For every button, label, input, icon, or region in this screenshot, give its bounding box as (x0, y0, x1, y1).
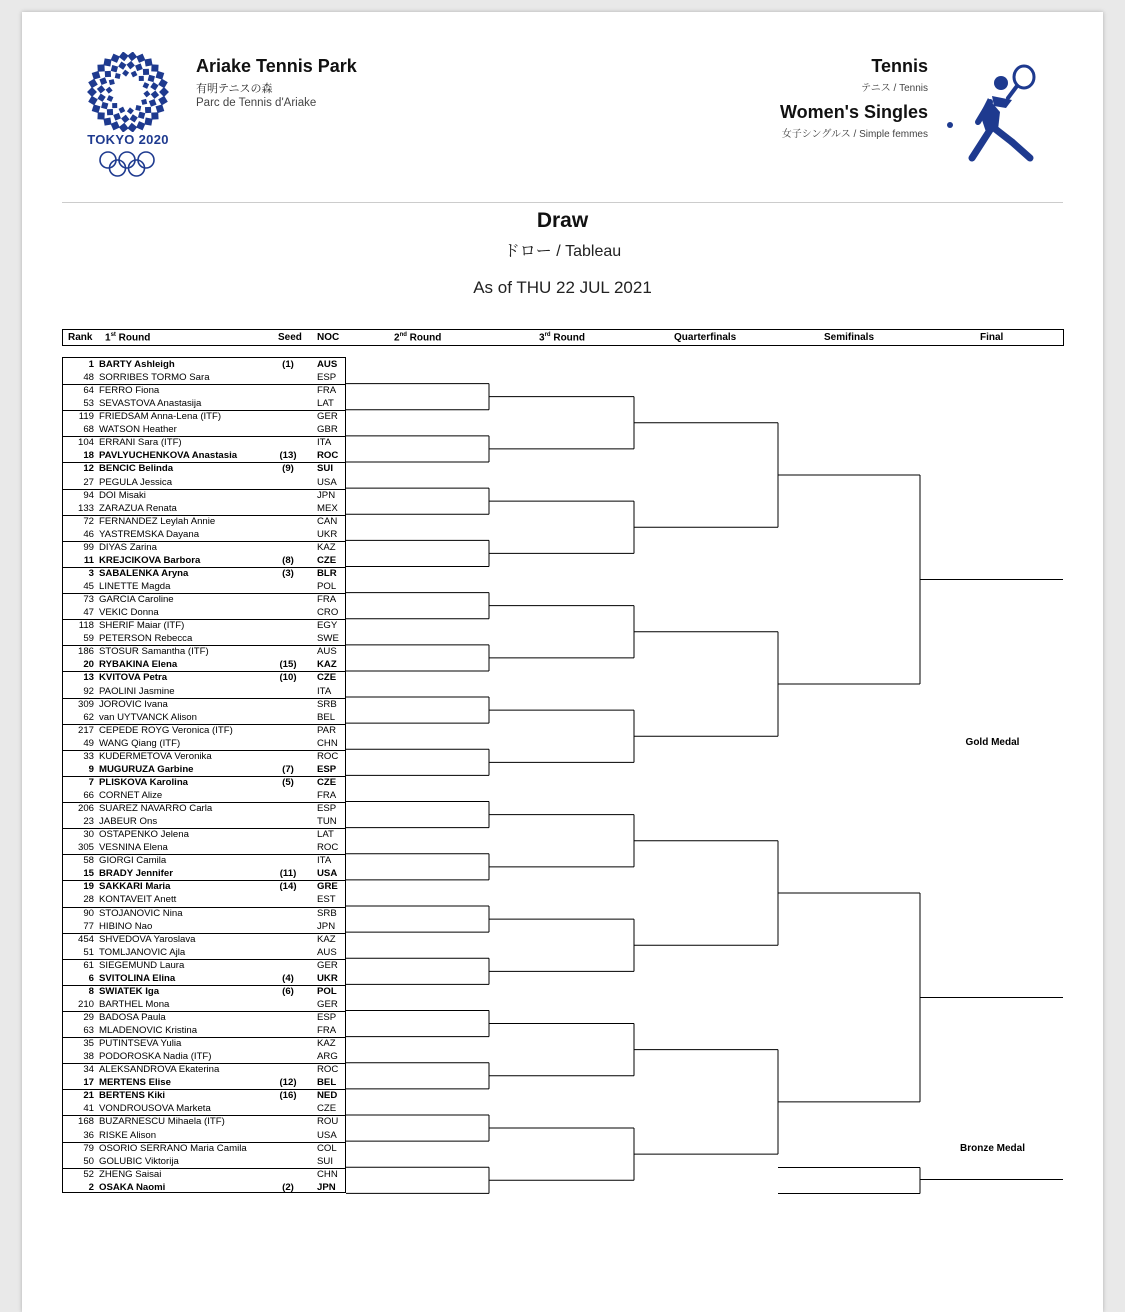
entry-rank: 15 (83, 868, 94, 880)
entry-noc: CZE (317, 1103, 337, 1115)
entry-player-name: TOMLJANOVIC Ajla (99, 946, 186, 958)
entry-player-name: ZHENG Saisai (99, 1168, 162, 1180)
entry-rank: 7 (88, 776, 94, 788)
entry-noc: ESP (317, 372, 337, 384)
entry-rank: 62 (83, 711, 94, 723)
entry-player-name: JABEUR Ons (99, 816, 158, 828)
entry-noc: JPN (317, 489, 336, 501)
entry-noc: ITA (317, 855, 332, 867)
entry-seed: (8) (282, 554, 294, 566)
entry-noc: JPN (317, 920, 336, 932)
sport-name: Tennis (871, 56, 928, 76)
entry-rank: 2 (88, 1181, 94, 1193)
entry-noc: POL (317, 985, 337, 997)
entry-rank: 47 (83, 607, 94, 619)
entry-player-name: BADOSA Paula (99, 1012, 166, 1023)
entry-rank: 104 (77, 437, 94, 449)
entry-rank: 305 (77, 842, 94, 854)
entry-noc: UKR (317, 528, 338, 540)
entry-player-name: VONDROUSOVA Marketa (99, 1103, 211, 1115)
entry-player-name: PODOROSKA Nadia (ITF) (99, 1051, 212, 1063)
entry-noc: CZE (317, 672, 337, 684)
entry-player-name: STOJANOVIC Nina (99, 907, 183, 919)
header-third-round: 3rd Round (539, 332, 585, 344)
entry-player-name: ZARAZUA Renata (99, 502, 177, 514)
entry-rank: 99 (83, 541, 94, 553)
entry-player-name: OSAKA Naomi (99, 1181, 166, 1193)
entry-noc: GER (317, 998, 338, 1010)
entry-noc: LAT (317, 829, 334, 841)
entry-player-name: SAKKARI Maria (99, 881, 171, 893)
entry-noc: FRA (317, 385, 337, 397)
entry-player-name: SVITOLINA Elina (99, 972, 176, 984)
entry-player-name: PLISKOVA Karolina (99, 776, 189, 788)
header-final: Final (980, 332, 1004, 343)
entry-rank: 118 (78, 620, 94, 632)
entry-noc: GER (317, 411, 338, 423)
entry-rank: 309 (77, 698, 94, 710)
entry-noc: ROC (317, 1064, 339, 1076)
entry-rank: 23 (83, 816, 94, 828)
entry-seed: (7) (282, 763, 294, 775)
entry-seed: (12) (279, 1077, 297, 1089)
entry-noc: BEL (317, 1077, 337, 1089)
entry-player-name: SHVEDOVA Yaroslava (99, 933, 196, 945)
entry-noc: GRE (317, 881, 338, 893)
entry-player-name: KREJCIKOVA Barbora (99, 554, 201, 566)
entry-noc: AUS (317, 359, 338, 370)
entry-player-name: PAOLINI Jasmine (99, 685, 175, 697)
entry-player-name: FERNANDEZ Leylah Annie (99, 515, 216, 527)
entry-rank: 35 (83, 1038, 94, 1050)
entry-player-name: SEVASTOVA Anastasija (99, 398, 202, 410)
entry-player-name: MERTENS Elise (99, 1077, 171, 1089)
entry-rank: 168 (77, 1116, 94, 1128)
entry-noc: SUI (317, 1155, 333, 1167)
entry-rank: 68 (83, 424, 94, 436)
entry-rank: 34 (83, 1064, 94, 1076)
entry-noc: CRO (317, 607, 339, 619)
entry-rank: 49 (83, 737, 94, 749)
sport-subtitle: テニス / Tennis (861, 83, 928, 94)
entry-player-name: OSORIO SERRANO Maria Camila (99, 1142, 247, 1154)
entry-player-name: SORRIBES TORMO Sara (99, 372, 210, 384)
entry-player-name: PEGULA Jessica (99, 476, 173, 488)
header-first-round: 1st Round (105, 332, 151, 344)
header-second-round: 2nd Round (394, 332, 442, 344)
entry-rank: 59 (83, 633, 94, 645)
entry-player-name: SHERIF Maiar (ITF) (99, 620, 185, 632)
entry-rank: 63 (83, 1025, 94, 1037)
entry-player-name: WATSON Heather (99, 424, 177, 436)
entry-player-name: BARTHEL Mona (99, 998, 170, 1010)
entry-rank: 9 (88, 763, 94, 775)
entry-noc: SWE (317, 633, 339, 645)
entry-rank: 11 (83, 554, 94, 566)
entry-rank: 133 (77, 502, 94, 514)
entry-noc: USA (317, 868, 338, 880)
entry-noc: USA (317, 1129, 337, 1141)
entry-player-name: FERRO Fiona (99, 385, 160, 397)
entry-noc: ITA (317, 685, 332, 697)
entry-rank: 50 (83, 1155, 94, 1167)
entry-player-name: RYBAKINA Elena (99, 659, 178, 671)
entry-rank: 52 (83, 1168, 94, 1180)
entry-rank: 30 (83, 829, 94, 841)
entry-noc: MEX (317, 502, 338, 514)
entry-rank: 90 (83, 907, 94, 919)
venue-name-japanese: 有明テニスの森 (196, 83, 273, 95)
entry-rank: 94 (83, 489, 94, 501)
entry-rank: 19 (83, 881, 94, 893)
entry-player-name: PUTINTSEVA Yulia (99, 1038, 182, 1050)
entry-noc: UKR (317, 972, 338, 984)
entry-noc: USA (317, 476, 337, 488)
entry-player-name: WANG Qiang (ITF) (99, 737, 181, 749)
entry-noc: AUS (317, 646, 337, 658)
entry-seed: (2) (282, 1181, 294, 1193)
entry-rank: 210 (77, 998, 94, 1010)
header-rank: Rank (68, 332, 93, 343)
entry-rank: 18 (83, 450, 94, 462)
entry-player-name: BRADY Jennifer (99, 868, 173, 880)
document-title-translations: ドロー / Tableau (503, 243, 622, 260)
entry-noc: ROC (317, 842, 339, 854)
entry-seed: (13) (279, 450, 297, 462)
entry-player-name: FRIEDSAM Anna-Lena (ITF) (99, 411, 222, 423)
entry-noc: BEL (317, 711, 336, 723)
entry-noc: ROU (317, 1116, 339, 1128)
entry-rank: 73 (83, 594, 94, 606)
entry-seed: (9) (282, 463, 294, 475)
event-name: Women's Singles (780, 102, 928, 122)
entry-player-name: DOI Misaki (99, 489, 146, 501)
entry-seed: (10) (279, 672, 297, 684)
entry-player-name: SUAREZ NAVARRO Carla (99, 803, 213, 815)
entry-player-name: MUGURUZA Garbine (99, 763, 194, 775)
entry-player-name: van UYTVANCK Alison (99, 711, 197, 723)
entry-rank: 58 (83, 855, 94, 867)
entry-rank: 38 (83, 1051, 94, 1063)
header-quarterfinals: Quarterfinals (674, 332, 737, 343)
entry-player-name: MLADENOVIC Kristina (99, 1025, 198, 1037)
entry-noc: KAZ (317, 541, 336, 553)
entry-noc: FRA (317, 1025, 337, 1037)
entry-noc: TUN (317, 816, 337, 828)
entry-player-name: LINETTE Magda (99, 581, 171, 593)
entry-player-name: ERRANI Sara (ITF) (99, 437, 182, 449)
entry-rank: 13 (83, 672, 94, 684)
entry-player-name: ALEKSANDROVA Ekaterina (99, 1064, 220, 1076)
entry-seed: (6) (282, 985, 294, 997)
entry-noc: COL (317, 1142, 337, 1154)
bronze-medal-label: Bronze Medal (959, 1143, 1025, 1154)
entry-rank: 77 (83, 920, 94, 932)
entry-noc: CHN (317, 1168, 338, 1180)
entry-noc: EST (317, 894, 336, 906)
entry-noc: KAZ (317, 1038, 336, 1050)
entry-seed: (4) (282, 972, 294, 984)
entry-noc: ITA (317, 437, 332, 449)
entry-seed: (5) (282, 776, 294, 788)
entry-seed: (1) (282, 359, 294, 370)
tokyo-2020-logo-text: TOKYO 2020 (87, 132, 169, 147)
entry-player-name: YASTREMSKA Dayana (99, 528, 200, 540)
entry-rank: 72 (83, 515, 94, 527)
entry-rank: 33 (83, 750, 94, 762)
entry-noc: PAR (317, 724, 337, 736)
entry-seed: (14) (279, 881, 297, 893)
entry-noc: CZE (317, 776, 337, 788)
venue-name-french: Parc de Tennis d'Ariake (196, 97, 317, 109)
entry-rank: 79 (83, 1142, 94, 1154)
entry-rank: 51 (83, 946, 94, 958)
entry-player-name: DIYAS Zarina (99, 541, 157, 553)
entry-player-name: SIEGEMUND Laura (99, 959, 185, 971)
entry-rank: 61 (83, 959, 94, 971)
entry-player-name: VESNINA Elena (99, 842, 168, 854)
entry-rank: 3 (88, 567, 94, 579)
entry-rank: 186 (77, 646, 94, 658)
entry-seed: (16) (279, 1090, 297, 1102)
as-of-date: As of THU 22 JUL 2021 (473, 278, 652, 297)
entry-rank: 6 (88, 972, 94, 984)
event-subtitle: 女子シングルス / Simple femmes (781, 129, 928, 140)
entry-rank: 119 (78, 411, 94, 423)
entry-noc: ESP (317, 1012, 337, 1023)
entry-player-name: BERTENS Kiki (99, 1090, 166, 1102)
header-seed: Seed (278, 332, 302, 343)
entry-rank: 454 (77, 933, 94, 945)
entry-rank: 28 (83, 894, 94, 906)
entry-noc: BLR (317, 567, 337, 579)
entry-seed: (15) (279, 659, 297, 671)
entry-player-name: CORNET Alize (99, 789, 163, 801)
document-title: Draw (536, 209, 589, 232)
entry-player-name: JOROVIC Ivana (99, 698, 168, 710)
entry-rank: 12 (83, 463, 94, 475)
entry-rank: 29 (83, 1012, 94, 1023)
entry-noc: AUS (317, 946, 337, 958)
entry-player-name: BARTY Ashleigh (99, 359, 175, 370)
entry-player-name: PAVLYUCHENKOVA Anastasia (99, 450, 238, 462)
entry-noc: SRB (317, 907, 337, 919)
entry-rank: 27 (83, 476, 94, 488)
entry-noc: GBR (317, 424, 338, 436)
entry-rank: 21 (83, 1090, 94, 1102)
entry-noc: ROC (317, 750, 339, 762)
entry-rank: 53 (83, 398, 94, 410)
entry-player-name: GARCIA Caroline (99, 594, 174, 606)
entry-player-name: CEPEDE ROYG Veronica (ITF) (99, 724, 233, 736)
entry-noc: ESP (317, 763, 337, 775)
entry-rank: 66 (83, 789, 94, 801)
entry-noc: CHN (317, 737, 338, 749)
entry-player-name: KUDERMETOVA Veronika (99, 750, 212, 762)
entry-rank: 92 (83, 685, 94, 697)
entry-noc: ESP (317, 803, 337, 815)
entry-rank: 17 (83, 1077, 94, 1089)
entry-player-name: SABALENKA Aryna (99, 567, 189, 579)
venue-name: Ariake Tennis Park (196, 56, 357, 76)
entry-rank: 206 (77, 803, 94, 815)
entry-rank: 46 (83, 528, 94, 540)
entry-noc: FRA (317, 789, 337, 801)
entry-noc: NED (317, 1090, 338, 1102)
entry-rank: 36 (83, 1129, 94, 1141)
entry-rank: 41 (83, 1103, 94, 1115)
entry-player-name: KVITOVA Petra (99, 672, 168, 684)
entry-player-name: SWIATEK Iga (99, 985, 160, 997)
entry-noc: ARG (317, 1051, 338, 1063)
entry-player-name: VEKIC Donna (99, 607, 159, 619)
entry-noc: KAZ (317, 659, 337, 671)
entry-player-name: BUZARNESCU Mihaela (ITF) (99, 1116, 225, 1128)
entry-noc: LAT (317, 398, 334, 410)
entry-noc: EGY (317, 620, 338, 632)
entry-rank: 45 (83, 581, 94, 593)
entry-rank: 8 (88, 985, 94, 997)
entry-player-name: STOSUR Samantha (ITF) (99, 646, 209, 658)
entry-player-name: PETERSON Rebecca (99, 633, 193, 645)
entry-player-name: GIORGI Camila (99, 855, 167, 867)
entry-seed: (11) (279, 868, 297, 880)
entry-rank: 48 (83, 372, 94, 384)
entry-player-name: BENCIC Belinda (99, 463, 174, 475)
entry-seed: (3) (282, 567, 294, 579)
entry-noc: SRB (317, 698, 337, 710)
entry-rank: 217 (77, 724, 94, 736)
gold-medal-label: Gold Medal (965, 737, 1020, 748)
entry-noc: CZE (317, 554, 337, 566)
entry-noc: FRA (317, 594, 337, 606)
header-noc: NOC (317, 332, 340, 343)
entry-noc: SUI (317, 463, 333, 475)
entry-noc: GER (317, 959, 338, 971)
entry-noc: POL (317, 581, 337, 593)
header-semifinals: Semifinals (824, 332, 875, 343)
entry-rank: 64 (83, 385, 94, 397)
entry-player-name: OSTAPENKO Jelena (99, 829, 189, 841)
entry-rank: 20 (83, 659, 94, 671)
entry-noc: KAZ (317, 933, 336, 945)
entry-player-name: KONTAVEIT Anett (99, 894, 177, 906)
entry-noc: JPN (317, 1181, 336, 1193)
entry-player-name: GOLUBIC Viktorija (99, 1155, 179, 1167)
entry-rank: 1 (88, 359, 94, 370)
entry-noc: CAN (317, 515, 338, 527)
entry-player-name: HIBINO Nao (99, 920, 153, 932)
entry-player-name: RISKE Alison (99, 1129, 157, 1141)
entry-noc: ROC (317, 450, 339, 462)
